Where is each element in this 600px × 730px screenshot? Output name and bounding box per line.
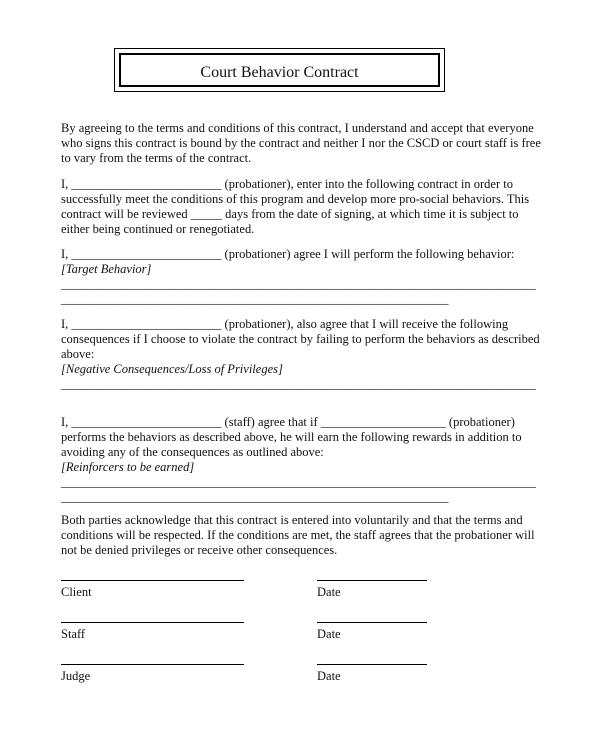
blank-line: ______________________________________________________________ (61, 292, 449, 306)
date-line (317, 664, 427, 665)
text-line: I, ________________________ (probationer), also agree that I will receive the following (61, 317, 509, 331)
text-line: I, ________________________ (probationer), enter into the following contract in order to (61, 177, 513, 191)
text-line: Both parties acknowledge that this contract is entered into voluntarily and that the terms and (61, 513, 523, 527)
page-title: Court Behavior Contract (200, 64, 359, 81)
probation-clause (61, 177, 531, 237)
blank-line: ____________________________________________________________________________ (61, 475, 536, 489)
signature-judge[interactable] (61, 664, 244, 684)
field-hint: [Reinforcers to be earned] (61, 460, 195, 474)
signature-client[interactable] (61, 580, 244, 600)
date-staff[interactable] (317, 622, 427, 642)
text-line: not be denied privileges or receive other consequences. (61, 543, 338, 557)
text-line: who signs this contract is bound by the contract and neither I nor the CSCD or court staff is free (61, 136, 541, 150)
date-label: Date (317, 585, 341, 599)
date-line (317, 580, 427, 581)
text-line: performs the behaviors as described above, he will earn the following rewards in addition to (61, 430, 522, 444)
date-client[interactable] (317, 580, 427, 600)
text-line: consequences if I choose to violate the contract by failing to perform the behaviors as described (61, 332, 540, 346)
reward-clause (61, 415, 536, 505)
signature-label: Judge (61, 669, 91, 683)
text-line: to vary from the terms of the contract. (61, 151, 252, 165)
signature-line (61, 622, 244, 623)
blank-line: ____________________________________________________________________________ (61, 377, 536, 391)
text-line: contract will be reviewed _____ days from the date of signing, at which time it is subject to (61, 207, 519, 221)
signature-staff[interactable] (61, 622, 244, 642)
text-line: I, ________________________ (staff) agree that if ____________________ (probationer) (61, 415, 515, 429)
consequence-clause (61, 317, 540, 392)
signature-label: Staff (61, 627, 86, 641)
title-frame (119, 53, 440, 87)
signature-label: Client (61, 585, 92, 599)
text-line: avoiding any of the consequences as outlined above: (61, 445, 324, 459)
behavior-clause (61, 247, 536, 307)
text-line: either being continued or renegotiated. (61, 222, 255, 236)
text-line: successfully meet the conditions of this program and develop more pro-social behaviors. This (61, 192, 530, 206)
date-line (317, 622, 427, 623)
signature-line (61, 580, 244, 581)
title-box (114, 48, 445, 92)
date-label: Date (317, 627, 341, 641)
date-label: Date (317, 669, 341, 683)
acknowledgment-paragraph (61, 513, 535, 558)
field-hint: [Negative Consequences/Loss of Privileges] (61, 362, 283, 376)
blank-line: ____________________________________________________________________________ (61, 277, 536, 291)
blank-line: ______________________________________________________________ (61, 490, 449, 504)
text-line: conditions will be respected. If the conditions are met, the staff agrees that the probationer will (61, 528, 535, 542)
intro-paragraph (61, 121, 541, 166)
text-line: I, ________________________ (probationer) agree I will perform the following behavior: (61, 247, 515, 261)
date-judge[interactable] (317, 664, 427, 684)
text-line: above: (61, 347, 95, 361)
signature-line (61, 664, 244, 665)
text-line: By agreeing to the terms and conditions of this contract, I understand and accept that everyone (61, 121, 534, 135)
field-hint: [Target Behavior] (61, 262, 152, 276)
